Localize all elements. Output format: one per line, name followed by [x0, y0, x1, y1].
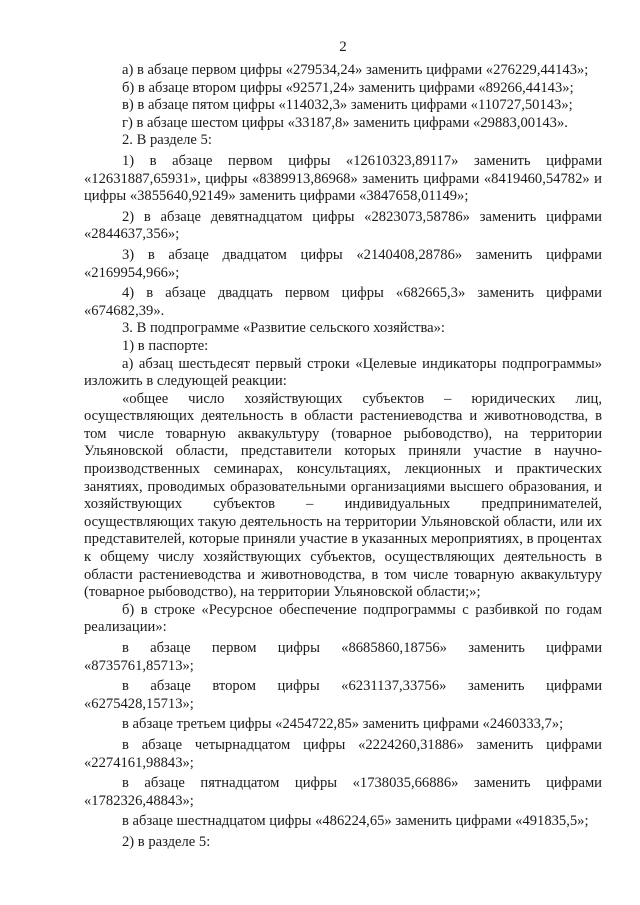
- paragraph: 2. В разделе 5:: [122, 132, 212, 149]
- paragraph: в) в абзаце пятом цифры «114032,3» заменить цифрами «110727,50143»;: [122, 97, 573, 114]
- paragraph: а) абзац шестьдесят первый строки «Целевые индикаторы подпрограммы» изложить в следующей реакции:: [84, 355, 602, 390]
- quoted-paragraph: «общее число хозяйствующих субъектов – юридических лиц, осуществляющих деятельность в области растениеводства и животноводства, в том числе товарную аквакультуру (товарное рыбоводство), на территории Ульяновской области, представители которых приняли участие в научно-производственных семинарах, консультациях, лекционных и практических занятиях, проводимых образовательными организациями высшего образования, и хозяйствующих субъектов – индивидуальных предпринимателей, осуществляющих такую деятельность на территории Ульяновской области, или их представителей, которые приняли участие в указанных мероприятиях, в процентах к общему числу хозяйствующих субъектов, осуществляющих деятельность в области растениеводства и животноводства, в том числе товарную аквакультуру (товарное рыбоводство), на территории Ульяновской области;»;: [84, 390, 602, 601]
- paragraph: 3) в абзаце двадцатом цифры «2140408,28786» заменить цифрами «2169954,966»;: [84, 246, 602, 281]
- paragraph: 2) в разделе 5:: [122, 833, 211, 850]
- paragraph: 2) в абзаце девятнадцатом цифры «2823073,58786» заменить цифрами «2844637,356»;: [84, 208, 602, 243]
- page-number: 2: [339, 39, 347, 55]
- paragraph: 3. В подпрограмме «Развитие сельского хозяйства»:: [122, 320, 445, 337]
- paragraph: в абзаце первом цифры «8685860,18756» заменить цифрами «8735761,85713»;: [84, 640, 602, 674]
- paragraph: в абзаце третьем цифры «2454722,85» заменить цифрами «2460333,7»;: [122, 716, 564, 733]
- paragraph: б) в абзаце втором цифры «92571,24» заменить цифрами «89266,44143»;: [122, 79, 574, 96]
- paragraph: в абзаце пятнадцатом цифры «1738035,66886» заменить цифрами «1782326,48843»;: [84, 775, 602, 809]
- paragraph: в абзаце втором цифры «6231137,33756» заменить цифрами «6275428,15713»;: [84, 678, 602, 712]
- paragraph: 1) в абзаце первом цифры «12610323,89117» заменить цифрами «12631887,65931», цифры «8389913,86968» заменить цифрами «8419460,54782» и цифры «3855640,92149» заменить цифрами «3847658,01149»;: [84, 152, 602, 205]
- paragraph: в абзаце четырнадцатом цифры «2224260,31886» заменить цифрами «2274161,98843»;: [84, 736, 602, 771]
- paragraph: в абзаце шестнадцатом цифры «486224,65» заменить цифрами «491835,5»;: [122, 813, 589, 830]
- paragraph: 4) в абзаце двадцать первом цифры «682665,3» заменить цифрами «674682,39».: [84, 285, 602, 319]
- document-body: [84, 62, 602, 852]
- paragraph: а) в абзаце первом цифры «279534,24» заменить цифрами «276229,44143»;: [122, 62, 589, 78]
- paragraph: 1) в паспорте:: [122, 337, 209, 354]
- paragraph: б) в строке «Ресурсное обеспечение подпрограммы с разбивкой по годам реализации»:: [84, 601, 602, 636]
- paragraph: г) в абзаце шестом цифры «33187,8» заменить цифрами «29883,00143».: [122, 114, 568, 131]
